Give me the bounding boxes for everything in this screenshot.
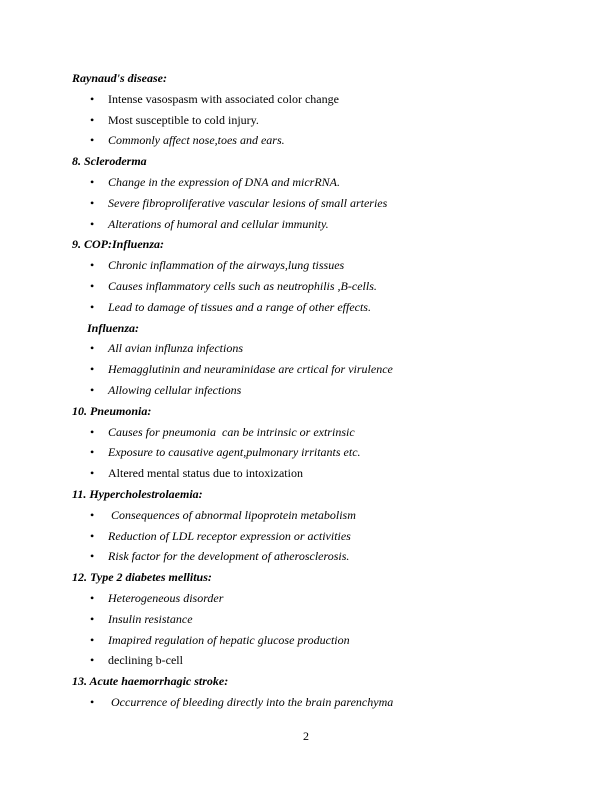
bullet-list (72, 340, 542, 402)
bullet-icon: • (90, 258, 95, 273)
bullet-icon: • (90, 382, 95, 397)
bullet-list (72, 174, 542, 236)
bullet-item (72, 257, 542, 278)
bullet-text: Most susceptible to cold injury. (108, 112, 259, 127)
bullet-icon: • (90, 216, 95, 231)
bullet-item (72, 299, 542, 320)
bullet-item (72, 611, 542, 632)
bullet-text: Risk factor for the development of atherosclerosis. (108, 549, 350, 564)
bullet-text: Causes for pneumonia can be intrinsic or extrinsic (108, 424, 355, 439)
bullet-text: Severe fibroproliferative vascular lesions of small arteries (108, 195, 388, 210)
bullet-icon: • (90, 174, 95, 189)
bullet-item (72, 590, 542, 611)
bullet-item (72, 195, 542, 216)
bullet-icon: • (90, 528, 95, 543)
bullet-text: Commonly affect nose,toes and ears. (108, 133, 285, 148)
bullet-item (72, 507, 542, 528)
bullet-item (72, 548, 542, 569)
bullet-list (72, 424, 542, 486)
bullet-icon: • (90, 507, 95, 522)
bullet-item (72, 528, 542, 549)
bullet-text: Chronic inflammation of the airways,lung tissues (108, 258, 345, 273)
bullet-icon: • (90, 341, 95, 356)
bullet-icon: • (90, 278, 95, 293)
bullet-text: Reduction of LDL receptor expression or activities (108, 528, 351, 543)
bullet-text: Lead to damage of tissues and a range of other effects. (108, 299, 371, 314)
bullet-item (72, 216, 542, 237)
bullet-list (72, 91, 542, 153)
bullet-icon: • (90, 112, 95, 127)
bullet-item (72, 632, 542, 653)
bullet-icon: • (90, 133, 95, 148)
bullet-text: Altered mental status due to intoxization (108, 466, 303, 481)
bullet-item (72, 465, 542, 486)
bullet-text: Exposure to causative agent,pulmonary irritants etc. (108, 445, 361, 460)
bullet-item (72, 424, 542, 445)
bullet-icon: • (90, 653, 95, 668)
section-heading: Raynaud's disease: (72, 71, 168, 85)
bullet-icon: • (90, 299, 95, 314)
bullet-item (72, 91, 542, 112)
bullet-list (72, 507, 542, 569)
bullet-list (72, 694, 542, 715)
bullet-icon: • (90, 91, 95, 106)
bullet-text: Insulin resistance (108, 611, 193, 626)
bullet-icon: • (90, 466, 95, 481)
bullet-item (72, 132, 542, 153)
bullet-icon: • (90, 694, 95, 709)
section-heading: 10. Pneumonia: (72, 403, 152, 418)
bullet-text: Hemagglutinin and neuraminidase are crtical for virulence (108, 362, 393, 377)
bullet-item (72, 340, 542, 361)
page-number: 2 (303, 729, 309, 743)
section-heading: Influenza: (87, 320, 140, 335)
bullet-item (72, 382, 542, 403)
bullet-icon: • (90, 611, 95, 626)
bullet-item (72, 174, 542, 195)
bullet-list (72, 257, 542, 319)
bullet-text: Alterations of humoral and cellular immunity. (108, 216, 329, 231)
section-heading: 8. Scleroderma (72, 154, 147, 169)
bullet-icon: • (90, 362, 95, 377)
bullet-text: Occurrence of bleeding directly into the brain parenchyma (108, 694, 394, 709)
bullet-item (72, 112, 542, 133)
bullet-text: Imapired regulation of hepatic glucose production (108, 632, 350, 647)
bullet-text: Causes inflammatory cells such as neutrophilis ,B-cells. (108, 278, 377, 293)
bullet-item (72, 652, 542, 673)
section-heading: 9. COP:Influenza: (72, 237, 165, 252)
bullet-text: declining b-cell (108, 653, 183, 668)
bullet-icon: • (90, 590, 95, 605)
bullet-item (72, 694, 542, 715)
bullet-item (72, 444, 542, 465)
bullet-icon: • (90, 445, 95, 460)
section-list (72, 70, 542, 715)
bullet-icon: • (90, 549, 95, 564)
bullet-text: Change in the expression of DNA and micrRNA. (108, 174, 340, 189)
bullet-item (72, 278, 542, 299)
bullet-icon: • (90, 195, 95, 210)
bullet-list (72, 590, 542, 673)
bullet-item (72, 361, 542, 382)
bullet-icon: • (90, 632, 95, 647)
section-heading: 13. Acute haemorrhagic stroke: (72, 674, 229, 689)
bullet-text: Intense vasospasm with associated color change (108, 91, 339, 106)
bullet-icon: • (90, 424, 95, 439)
bullet-text: Allowing cellular infections (108, 382, 242, 397)
section-heading: 12. Type 2 diabetes mellitus: (72, 570, 212, 585)
section-heading: 11. Hypercholestrolaemia: (72, 486, 203, 501)
bullet-text: All avian influnza infections (108, 341, 243, 356)
bullet-text: Heterogeneous disorder (108, 590, 224, 605)
bullet-text: Consequences of abnormal lipoprotein metabolism (108, 507, 356, 522)
